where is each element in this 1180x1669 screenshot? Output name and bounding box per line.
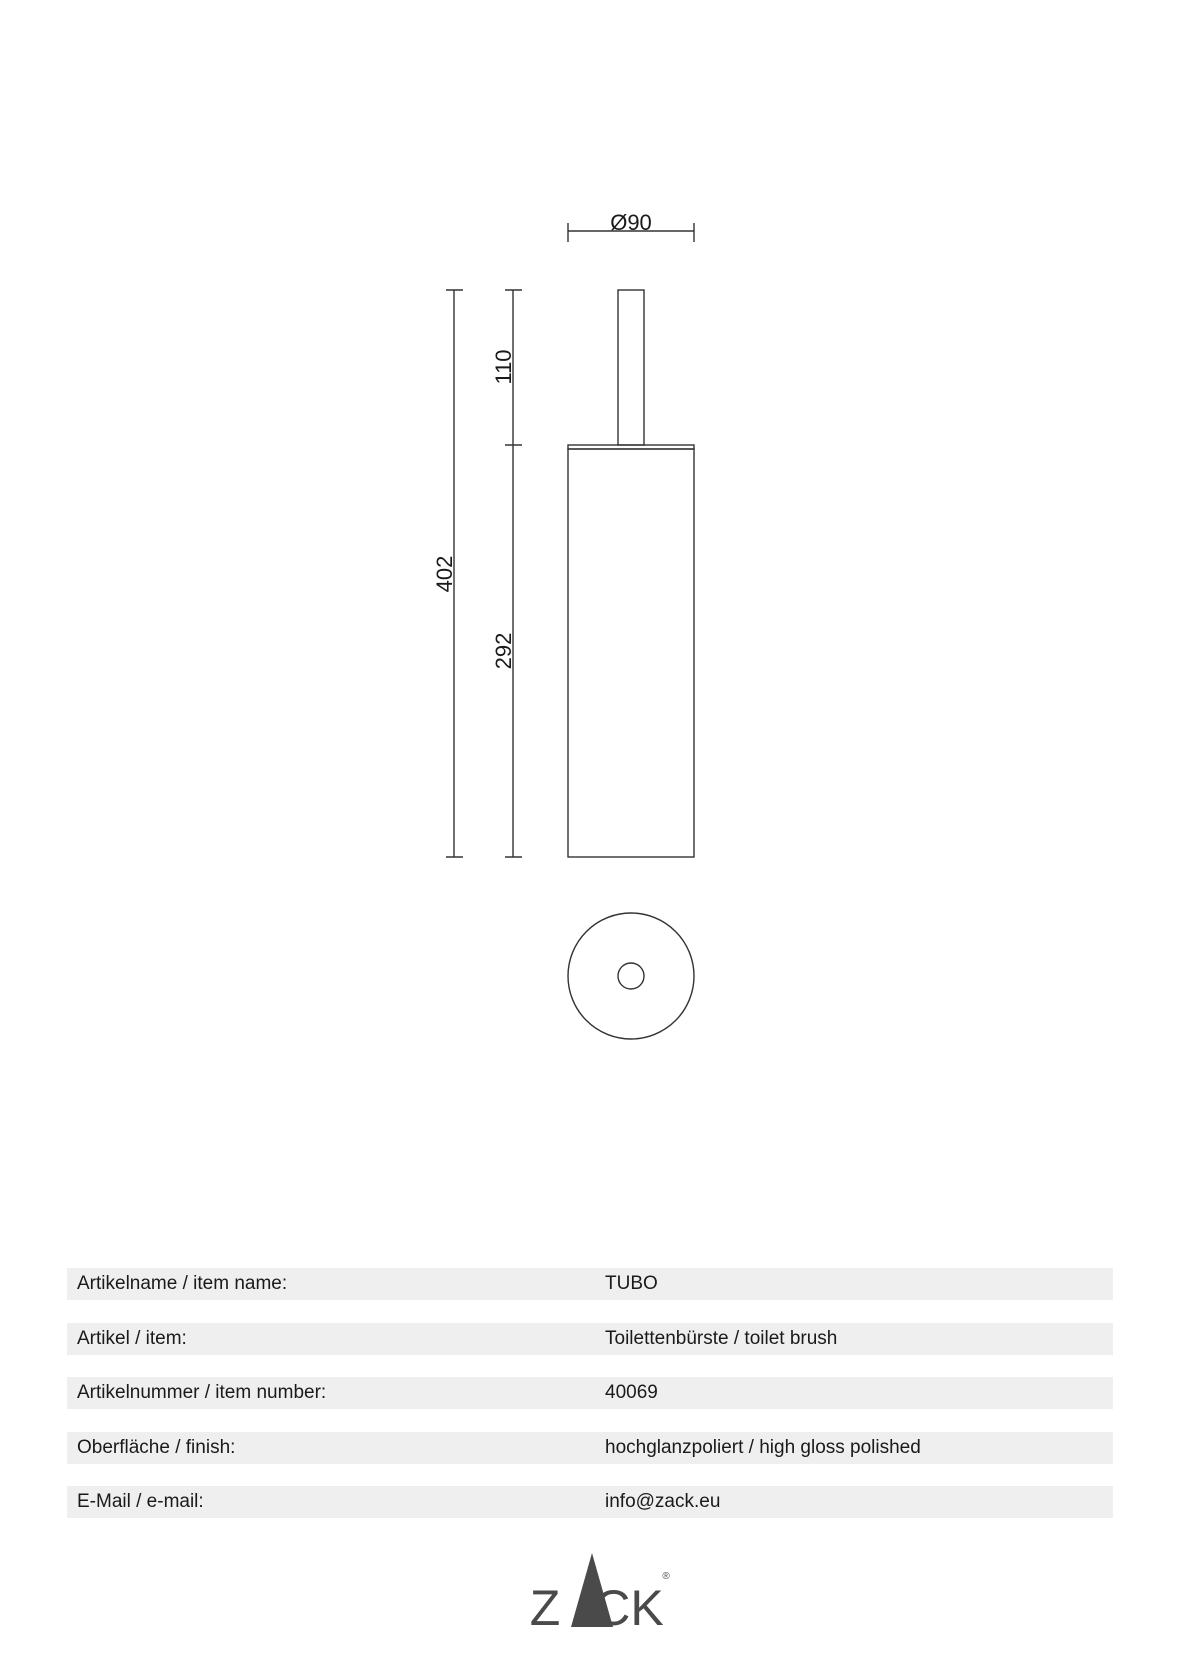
logo-text-right: CK: [594, 1580, 664, 1636]
spec-table: [67, 1268, 1113, 1541]
holder-body: [568, 449, 694, 857]
top-view-outer-circle: [568, 913, 694, 1039]
spec-value: info@zack.eu: [605, 1491, 721, 1512]
spec-row-item-name: [67, 1268, 1113, 1300]
spec-value: Toilettenbürste / toilet brush: [605, 1327, 838, 1349]
handle-height-label: 110: [491, 349, 516, 385]
total-height-label: 402: [432, 555, 457, 593]
spec-row-finish: [67, 1432, 1113, 1464]
spec-label: Artikelnummer / item number:: [77, 1382, 327, 1403]
spec-label: Artikel / item:: [77, 1327, 187, 1349]
spec-label: Artikelname / item name:: [77, 1273, 288, 1294]
holder-height-label: 292: [491, 632, 516, 670]
logo-text-left: Z: [529, 1580, 561, 1636]
spec-value: hochglanzpoliert / high gloss polished: [605, 1436, 921, 1458]
logo-registered-mark: ®: [662, 1571, 670, 1582]
spec-label: E-Mail / e-mail:: [77, 1491, 204, 1512]
spec-row-item-number: [67, 1377, 1113, 1409]
spec-value: 40069: [605, 1382, 658, 1403]
spec-label: Oberfläche / finish:: [77, 1436, 236, 1458]
zack-logo: [0, 1545, 1180, 1645]
spec-value: TUBO: [605, 1273, 658, 1294]
brush-handle: [618, 290, 644, 445]
top-view-inner-circle: [618, 963, 644, 989]
spec-row-email: [67, 1486, 1113, 1518]
diameter-label: Ø90: [610, 210, 652, 235]
spec-row-item: [67, 1323, 1113, 1355]
